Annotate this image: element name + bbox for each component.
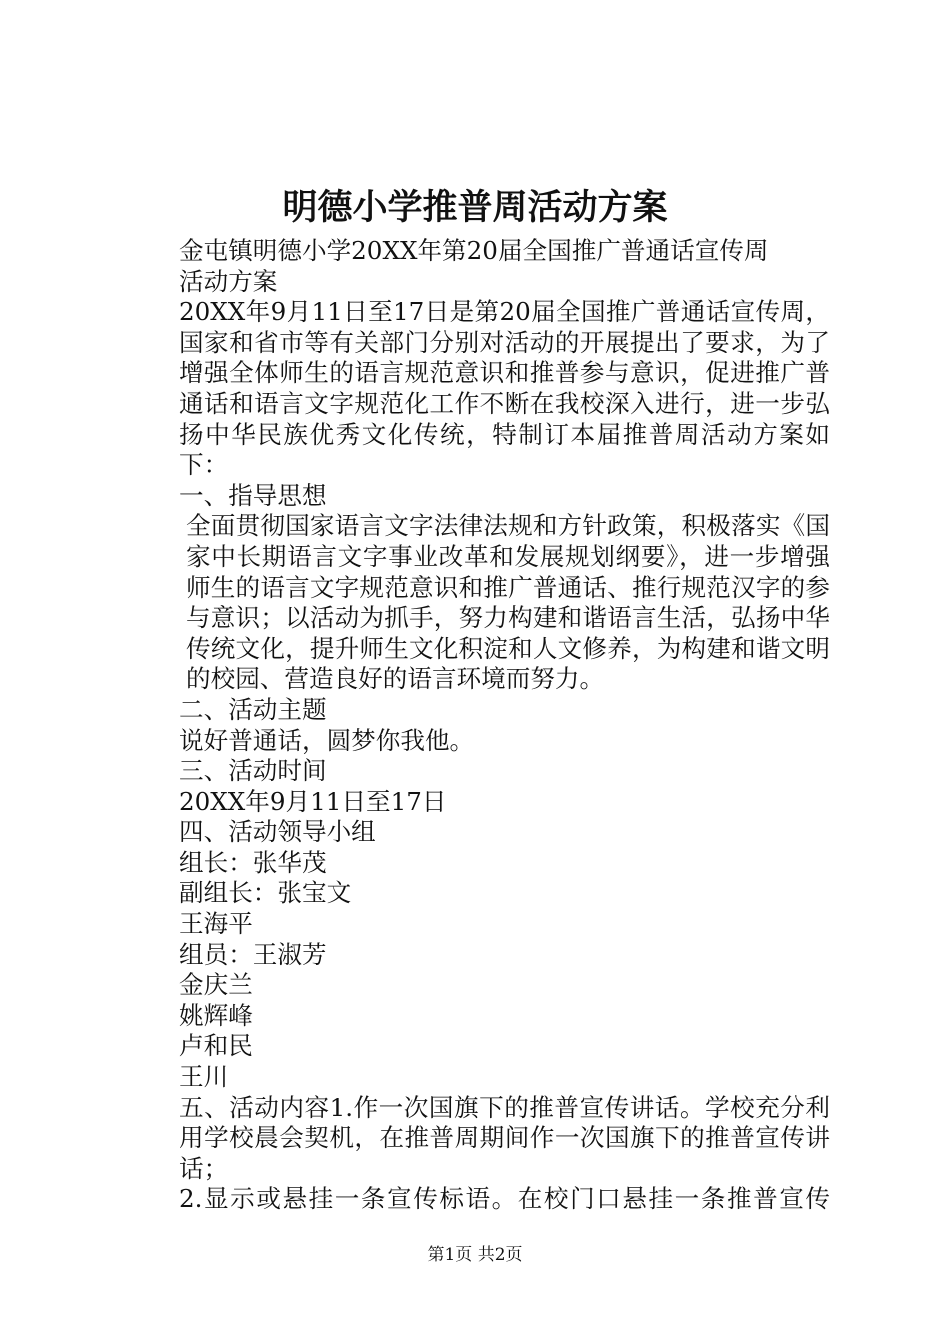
guiding-ideology-paragraph: 全面贯彻国家语言文字法律法规和方针政策，积极落实《国家中长期语言文字事业改革和发展规划纲要》，进一步增强师生的语言文字规范意识和推广普通话、推行规范汉字的参与意识；以活动为抓手，努力构建和谐语言生活，弘扬中华传统文化，提升师生文化积淀和人文修养，为构建和谐文明的校园、营造良好的语言环境而努力。 bbox=[186, 511, 830, 694]
intro-paragraph: 20XX年9月11日至17日是第20届全国推广普通话宣传周，国家和省市等有关部门分别对活动的开展提出了要求，为了增强全体师生的语言规范意识和推普参与意识，促进推广普通话和语言文字规范化工作不断在我校深入进行，进一步弘扬中华民族优秀文化传统，特制订本届推普周活动方案如下： bbox=[179, 297, 830, 480]
subtitle-line-2: 活动方案 bbox=[179, 266, 278, 296]
document-title: 明德小学推普周活动方案 bbox=[282, 187, 668, 228]
member-name: 金庆兰 bbox=[179, 970, 253, 1000]
deputy-leader: 副组长：张宝文 bbox=[179, 878, 352, 908]
section-heading-guiding-ideology: 一、指导思想 bbox=[179, 480, 327, 510]
activity-content-item-2: 2.显示或悬挂一条宣传标语。在校门口悬挂一条推普宣传 bbox=[179, 1184, 830, 1214]
group-leader: 组长：张华茂 bbox=[179, 847, 327, 877]
page-footer: 第1页 共2页 bbox=[427, 1245, 523, 1265]
member-name: 姚辉峰 bbox=[179, 1000, 253, 1030]
subtitle-line-1: 金屯镇明德小学20XX年第20届全国推广普通话宣传周 bbox=[179, 236, 769, 265]
member-name: 王川 bbox=[179, 1062, 229, 1092]
section-heading-leadership-group: 四、活动领导小组 bbox=[179, 817, 376, 847]
members-label: 组员：王淑芳 bbox=[179, 939, 327, 969]
activity-theme-text: 说好普通话，圆梦你我他。 bbox=[179, 725, 475, 755]
document-body bbox=[130, 236, 830, 1215]
member-name: 王海平 bbox=[179, 909, 253, 939]
activity-time-text: 20XX年9月11日至17日 bbox=[179, 786, 447, 816]
section-heading-activity-time: 三、活动时间 bbox=[179, 756, 327, 786]
activity-content-paragraph: 五、活动内容1.作一次国旗下的推普宣传讲话。学校充分利用学校晨会契机，在推普周期间作一次国旗下的推普宣传讲话； bbox=[179, 1092, 830, 1183]
section-heading-activity-theme: 二、活动主题 bbox=[179, 694, 327, 724]
member-name: 卢和民 bbox=[179, 1031, 253, 1061]
